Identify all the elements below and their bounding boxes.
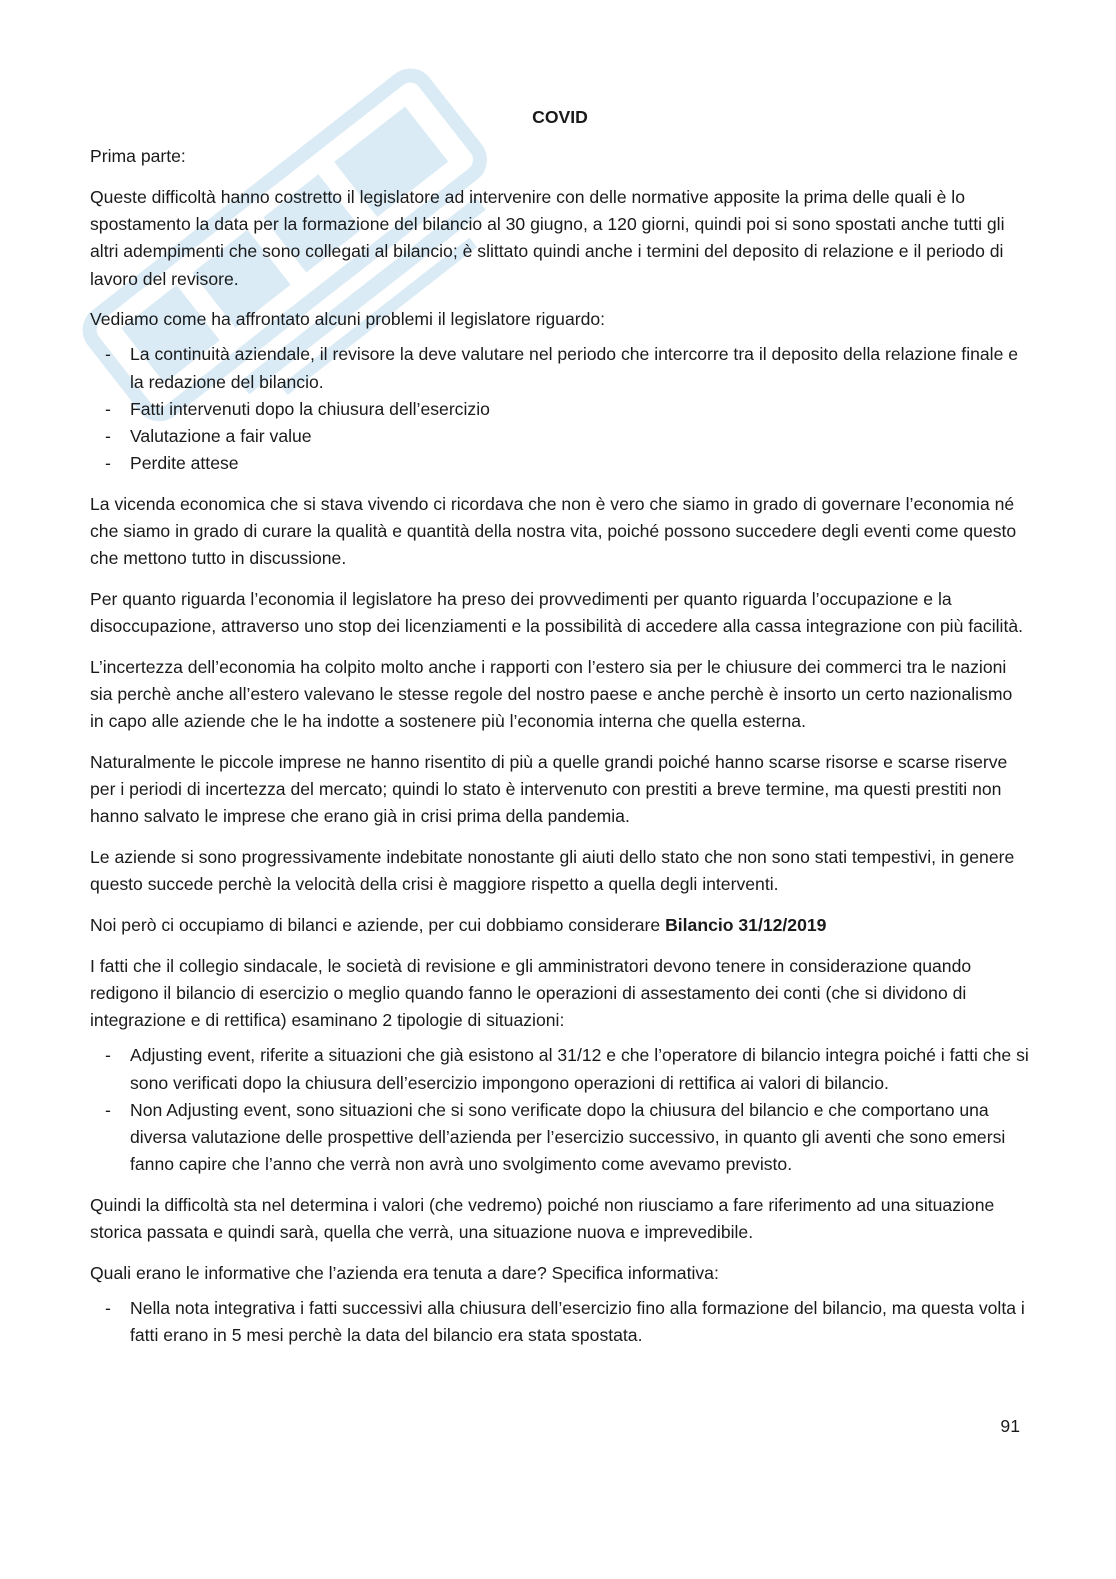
list-item: - Nella nota integrativa i fatti successivi alla chiusura dell’esercizio fino alla formazione del bilancio, ma questa volta i fatti erano in 5 mesi perchè la data del bilancio era stata spostata. bbox=[90, 1295, 1030, 1349]
paragraph: La vicenda economica che si stava vivendo ci ricordava che non è vero che siamo in grado di governare l’economia né che siamo in grado di curare la qualità e quantità della nostra vita, poiché possono succedere degli eventi come questo che mettono tutto in discussione. bbox=[90, 493, 1017, 569]
paragraph: Naturalmente le piccole imprese ne hanno risentito di più a quelle grandi poiché hanno scarse risorse e scarse riserve per i periodi di incertezza del mercato; quindi lo stato è intervenuto con prestiti a breve termine, ma questi prestiti non hanno salvato le imprese che erano già in crisi prima della pandemia. bbox=[90, 752, 1008, 827]
paragraph: Per quanto riguarda l’economia il legislatore ha preso dei provvedimenti per quanto riguarda l’occupazione e la disoccupazione, attraverso uno stop dei licenziamenti e la possibilità di accedere alla cassa integrazione con più facilità. bbox=[90, 589, 1024, 637]
paragraph: L’incertezza dell’economia ha colpito molto anche i rapporti con l’estero sia per le chiusure dei commerci tra le nazioni sia perchè anche all’estero valevano le stesse regole del nostro paese e anche perchè è insorto un certo nazionalismo in capo alle aziende che le ha indotte a sostenere più l’economia interna che quella esterna. bbox=[90, 656, 1013, 732]
paragraph: Le aziende si sono progressivamente indebitate nonostante gli aiuti dello stato che non sono stati tempestivi, in genere questo succede perchè la velocità della crisi è maggiore rispetto a quella degli interventi. bbox=[90, 847, 1015, 895]
paragraph: Queste difficoltà hanno costretto il legislatore ad intervenire con delle normative apposite la prima delle quali è lo spostamento la data per la formazione del bilancio al 30 giugno, a 120 giorni, quindi poi si sono spostati anche tutti gli altri adempimenti che sono collegati al bilancio; è slittato quindi anche i termini del deposito di relazione e il periodo di lavoro del revisore. bbox=[90, 186, 1005, 289]
page-title: COVID bbox=[532, 107, 588, 127]
paragraph: Quali erano le informative che l’azienda era tenuta a dare? Specifica informativa: bbox=[90, 1262, 719, 1283]
page-number: 91 bbox=[1000, 1416, 1020, 1436]
document-page bbox=[90, 104, 1030, 1363]
paragraph: I fatti che il collegio sindacale, le società di revisione e gli amministratori devono tenere in considerazione quando redigono il bilancio di esercizio o meglio quando fanno le operazioni di assestamento dei conti (che si dividono di integrazione e di rettifica) esaminano 2 tipologie di situazioni: bbox=[90, 955, 972, 1031]
disclosure-list bbox=[90, 1295, 1030, 1349]
list-item: - Perdite attese bbox=[90, 450, 1030, 477]
list-item: - La continuità aziendale, il revisore la deve valutare nel periodo che intercorre tra il deposito della relazione finale e la redazione del bilancio. bbox=[90, 341, 1030, 395]
list-item: - Valutazione a fair value bbox=[90, 423, 1030, 450]
events-list bbox=[90, 1042, 1030, 1178]
list-item: - Non Adjusting event, sono situazioni che si sono verificate dopo la chiusura del bilancio e che comportano una diversa valutazione delle prospettive dell’azienda per l’esercizio successivo, in quanto gli aventi che sono emersi fanno capire che l’anno che verrà non avrà uno svolgimento come avevamo previsto. bbox=[90, 1097, 1030, 1179]
paragraph-intro-label: Prima parte: bbox=[90, 146, 186, 167]
list-item: - Fatti intervenuti dopo la chiusura dell’esercizio bbox=[90, 396, 1030, 423]
list-item: - Adjusting event, riferite a situazioni che già esistono al 31/12 e che l’operatore di bilancio integra poiché i fatti che si sono verificati dopo la chiusura dell’esercizio impongono operazioni di rettifica ai valori di bilancio. bbox=[90, 1042, 1030, 1096]
paragraph-text: Noi però ci occupiamo di bilanci e aziende, per cui dobbiamo considerare bbox=[90, 915, 666, 936]
paragraph bbox=[90, 912, 1030, 939]
bold-heading: Bilancio 31/12/2019 bbox=[665, 915, 827, 936]
paragraph: Vediamo come ha affrontato alcuni problemi il legislatore riguardo: bbox=[90, 309, 606, 330]
paragraph: Quindi la difficoltà sta nel determina i valori (che vedremo) poiché non riusciamo a fare riferimento ad una situazione storica passata e quindi sarà, quella che verrà, una situazione nuova e imprevedibile. bbox=[90, 1194, 995, 1243]
problems-list bbox=[90, 341, 1030, 477]
